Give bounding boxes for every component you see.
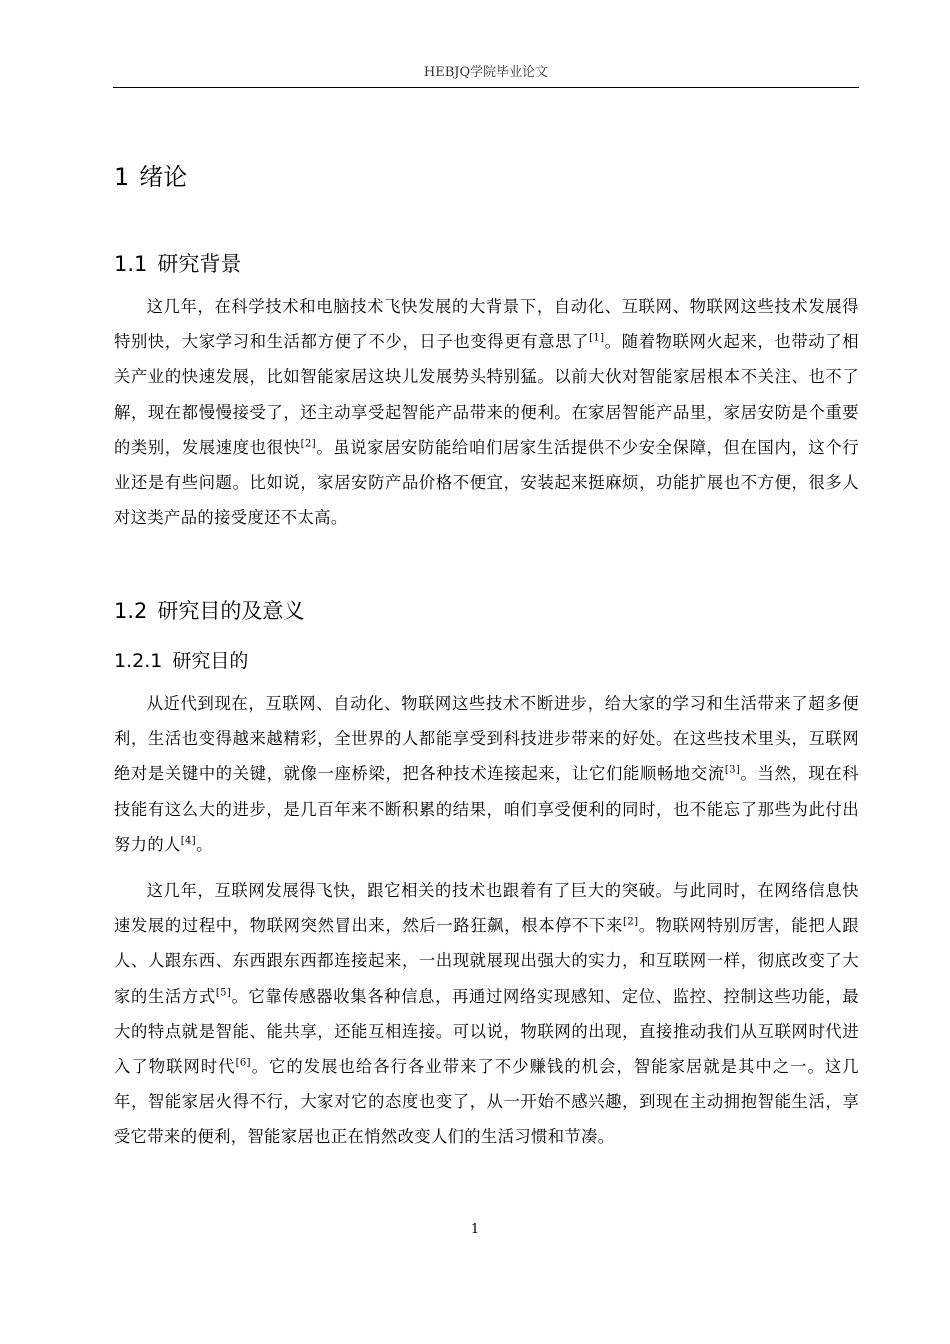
subsection-number: 1.2.1 (114, 650, 163, 672)
section-heading (114, 249, 241, 279)
citation-ref: [2] (300, 438, 317, 450)
subsection-heading (114, 647, 248, 675)
subsection-title: 研究目的 (172, 650, 249, 672)
page-header: HEBJQ学院毕业论文 (423, 65, 549, 80)
paragraph-text: 。随着物联网火起来，也带动了相关产业的快速发展，比如智能家居这块儿发展势头特别猛。以前大伙对智能家居根本不关注、也不了解，现在都慢慢接受了，还主动享受起智能产品带来的便利。在家居智能产品里，家居安防是个重要的类别，发展速度也很快 (114, 332, 859, 457)
paragraph (114, 289, 859, 535)
citation-ref: [6] (235, 1057, 251, 1069)
chapter-heading (114, 160, 187, 194)
citation-ref: [5] (215, 987, 232, 999)
chapter-number: 1 (114, 163, 130, 191)
paragraph-text: 。物联网特别厉害，能把人跟人、人跟东西、东西跟东西都连接起来，一出现就展现出强大的实力，和互联网一样，彻底改变了大家的生活方式 (114, 916, 859, 1006)
section-number: 1.2 (114, 599, 148, 623)
paragraph-text: 从近代到现在，互联网、自动化、物联网这些技术不断进步，给大家的学习和生活带来了超多便利，生活也变得越来越精彩，全世界的人都能享受到科技进步带来的好处。在这些技术里头，互联网绝对是关键中的关键，就像一座桥梁，把各种技术连接起来，让它们能顺畅地交流 (114, 694, 859, 784)
section-title: 研究背景 (157, 252, 242, 276)
citation-ref: [3] (724, 764, 741, 776)
paragraph-text: 这几年，互联网发展得飞快，跟它相关的技术也跟着有了巨大的突破。与此同时，在网络信息快速发展的过程中，物联网突然冒出来，然后一路狂飙，根本停不下来 (114, 881, 859, 936)
citation-ref: [4] (180, 835, 197, 847)
paragraph (114, 873, 859, 1155)
section-heading (114, 596, 304, 626)
paragraph-text: 这几年，在科学技术和电脑技术飞快发展的大背景下，自动化、互联网、物联网这些技术发展得特别快，大家学习和生活都方便了不少，日子也变得更有意思了 (114, 297, 859, 352)
paragraph-text: 。虽说家居安防能给咱们居家生活提供不少安全保障，但在国内，这个行业还是有些问题。比如说，家居安防产品价格不便宜，安装起来挺麻烦，功能扩展也不方便，很多人对这类产品的接受度还不太高。 (114, 437, 859, 528)
chapter-title: 绪论 (139, 163, 188, 191)
citation-ref: [1] (589, 332, 605, 344)
header-divider (113, 87, 859, 88)
citation-ref: [2] (623, 916, 639, 928)
page-number: 1 (470, 1222, 480, 1237)
paragraph-text: 。它的发展也给各行各业带来了不少赚钱的机会，智能家居就是其中之一。这几年，智能家居火得不行，大家对它的态度也变了，从一开始不感兴趣，到现在主动拥抱智能生活，享受它带来的便利，智能家居也正在悄然改变人们的生活习惯和节凑。 (114, 1057, 859, 1147)
section-number: 1.1 (114, 252, 148, 276)
paragraph-text: 。当然，现在科技能有这么大的进步，是几百年来不断积累的结果，咱们享受便利的同时，也不能忘了那些为此付出努力的人 (114, 764, 859, 854)
paragraph (114, 686, 859, 862)
section-title: 研究目的及意义 (157, 599, 305, 623)
paragraph-text: 。它靠传感器收集各种信息，再通过网络实现感知、定位、监控、控制这些功能，最大的特点就是智能、能共享，还能互相连接。可以说，物联网的出现，直接推动我们从互联网时代进入了物联网时代 (114, 986, 859, 1077)
paragraph-text: 。 (196, 834, 213, 854)
